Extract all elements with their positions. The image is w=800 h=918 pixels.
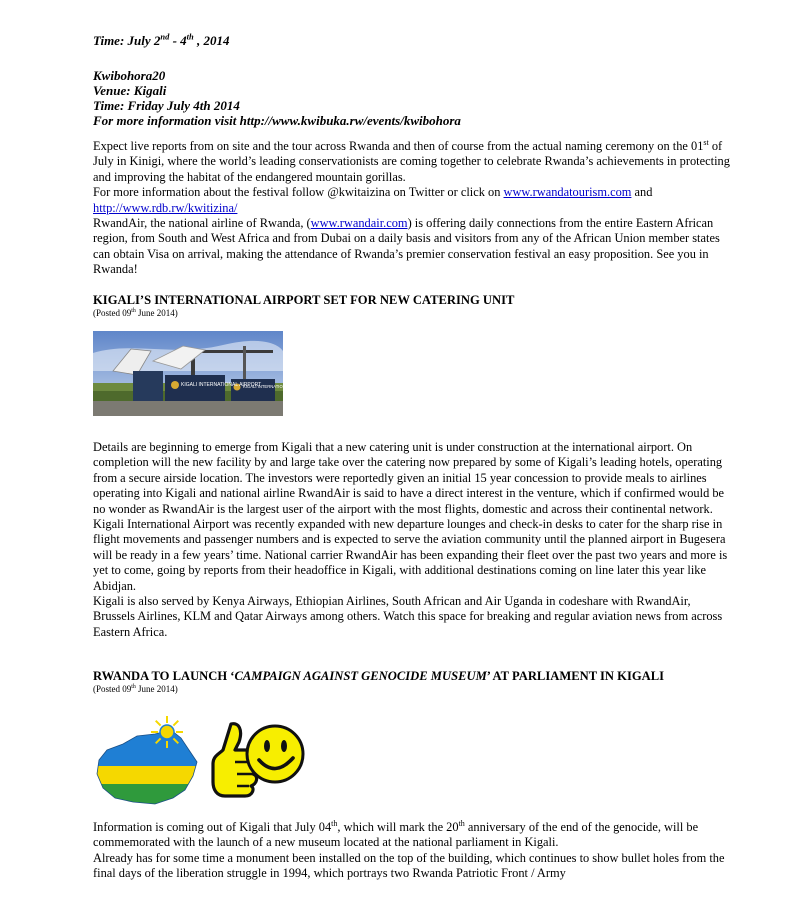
text-run: , which will mark the 20 [337, 820, 459, 834]
rdb-kwitizina-link[interactable]: http://www.rdb.rw/kwitizina/ [93, 200, 238, 215]
event-more-info: For more information visit http://www.kwibuka.rw/events/kwibohora [93, 113, 461, 128]
event-time-line [93, 33, 229, 48]
posted-date [93, 684, 178, 695]
text-run: For more information about the festival follow @kwitaizina on Twitter or click on [93, 185, 504, 200]
intro-paragraph [93, 185, 733, 216]
intro-text [93, 139, 733, 278]
event-time-text: Time: July 2 [93, 33, 161, 48]
event-time: Time: Friday July 4th 2014 [93, 98, 240, 113]
article-paragraph: Kigali International Airport was recently expanded with new departure lounges and check-in desks to cater for the sharp rise in flight movements and passenger numbers and is expected to serve the aviation community until the planned airport in Bugesera will be ready in a few years’ time. National carrier RwandAir has been expanding their fleet over the past two years and more is yet to come, going by reports from their headoffice in Kigali, with additional destinations coming on line later this year like Abidjan. [93, 517, 728, 593]
ordinal-sup: th [331, 818, 338, 828]
rwandair-link[interactable]: www.rwandair.com [310, 216, 408, 231]
article-paragraph [93, 820, 733, 851]
ordinal-sup: th [131, 308, 136, 314]
article1-body [93, 440, 733, 640]
intro-paragraph [93, 216, 733, 278]
text-run: ’ AT PARLIAMENT IN KIGALI [486, 669, 665, 683]
event-venue: Venue: Kigali [93, 83, 167, 98]
text-run: (Posted 09 [93, 308, 132, 318]
text-run: of July in Kinigi, where the world’s leading conservationists are coming together to celebrate Rwanda’s achievements in protecting and improving the habitat of the endangered mountain gorillas. [93, 139, 730, 184]
text-run: and [631, 185, 653, 200]
text-run: RwandAir, the national airline of Rwanda, ( [93, 216, 311, 231]
article2-body [93, 820, 733, 882]
rwandatourism-link[interactable]: www.rwandatourism.com [503, 185, 632, 200]
text-run: CAMPAIGN AGAINST GENOCIDE MUSEUM [234, 669, 487, 683]
text-run: anniversary of the end of the genocide, will be commemorated with the launch of a new museum located at the national parliament in Kigali. [93, 820, 699, 850]
airport-photo [93, 331, 311, 416]
text-run: (Posted 09 [93, 684, 132, 694]
text-run: ) is offering daily connections from the entire Eastern African region, from South and West Africa and from Dubai on a daily basis and visitors from any of the African Union member states can obtain Visa on arrival, making the attendance of Rwanda’s premier conservation festival an easy proposition. See you in Rwanda! [93, 216, 720, 277]
text-run: June 2014) [135, 308, 178, 318]
ordinal-sup: th [131, 684, 136, 690]
event-time-text: - 4 [169, 33, 187, 48]
article-headline: KIGALI’S INTERNATIONAL AIRPORT SET FOR NEW CATERING UNIT [93, 293, 515, 307]
article-paragraph: Kigali is also served by Kenya Airways, Ethiopian Airlines, South African and Air Uganda in codeshare with RwandAir, Brussels Airlines, KLM and Qatar Airways among others. Watch this space for breaking and regular aviation news from across Eastern Africa. [93, 594, 723, 639]
photo-sign-text: KIGALI INTERNATIONAL AIRPORT [243, 384, 311, 389]
event-time-text: , 2014 [193, 33, 230, 48]
article-headline [93, 669, 664, 683]
text-run: Expect live reports from on site and the tour across Rwanda and then of course from the actual naming ceremony on the 01 [93, 139, 704, 153]
text-run: June 2014) [135, 684, 178, 694]
event-name: Kwibohora20 [93, 68, 166, 83]
ordinal-sup: st [703, 137, 709, 147]
article-paragraph: Details are beginning to emerge from Kigali that a new catering unit is under construction at the international airport. On completion will the new facility by and large take over the catering now prepared by some of Kigali’s leading hotels, operating from a secure airside location. The investors were reportedly given an initial 15 year concession to provide meals to airlines operating into Kigali and national airline RwandAir is said to have a direct interest in the venture, which if confirmed would be no wonder as RwandAir is the largest user of the airport with the most flights, domestic and across their continental network. [93, 440, 725, 516]
posted-date [93, 308, 178, 319]
rwanda-thumbs-up-graphic [93, 710, 303, 810]
text-run: Information is coming out of Kigali that July 04 [93, 820, 332, 834]
ordinal-sup: th [458, 818, 465, 828]
text-run: RWANDA TO LAUNCH ‘ [93, 669, 235, 683]
ordinal-sup: th [186, 31, 194, 42]
intro-paragraph [93, 139, 733, 185]
article-paragraph: Already has for some time a monument been installed on the top of the building, which continues to show bullet holes from the final days of the liberation struggle in 1994, which portrays two Rwanda Patriotic Front / Army [93, 850, 725, 881]
photo-sign-text: KIGALI INTERNATIONAL AIRPORT [181, 382, 262, 388]
ordinal-sup: nd [160, 31, 170, 42]
event-details [93, 68, 461, 128]
